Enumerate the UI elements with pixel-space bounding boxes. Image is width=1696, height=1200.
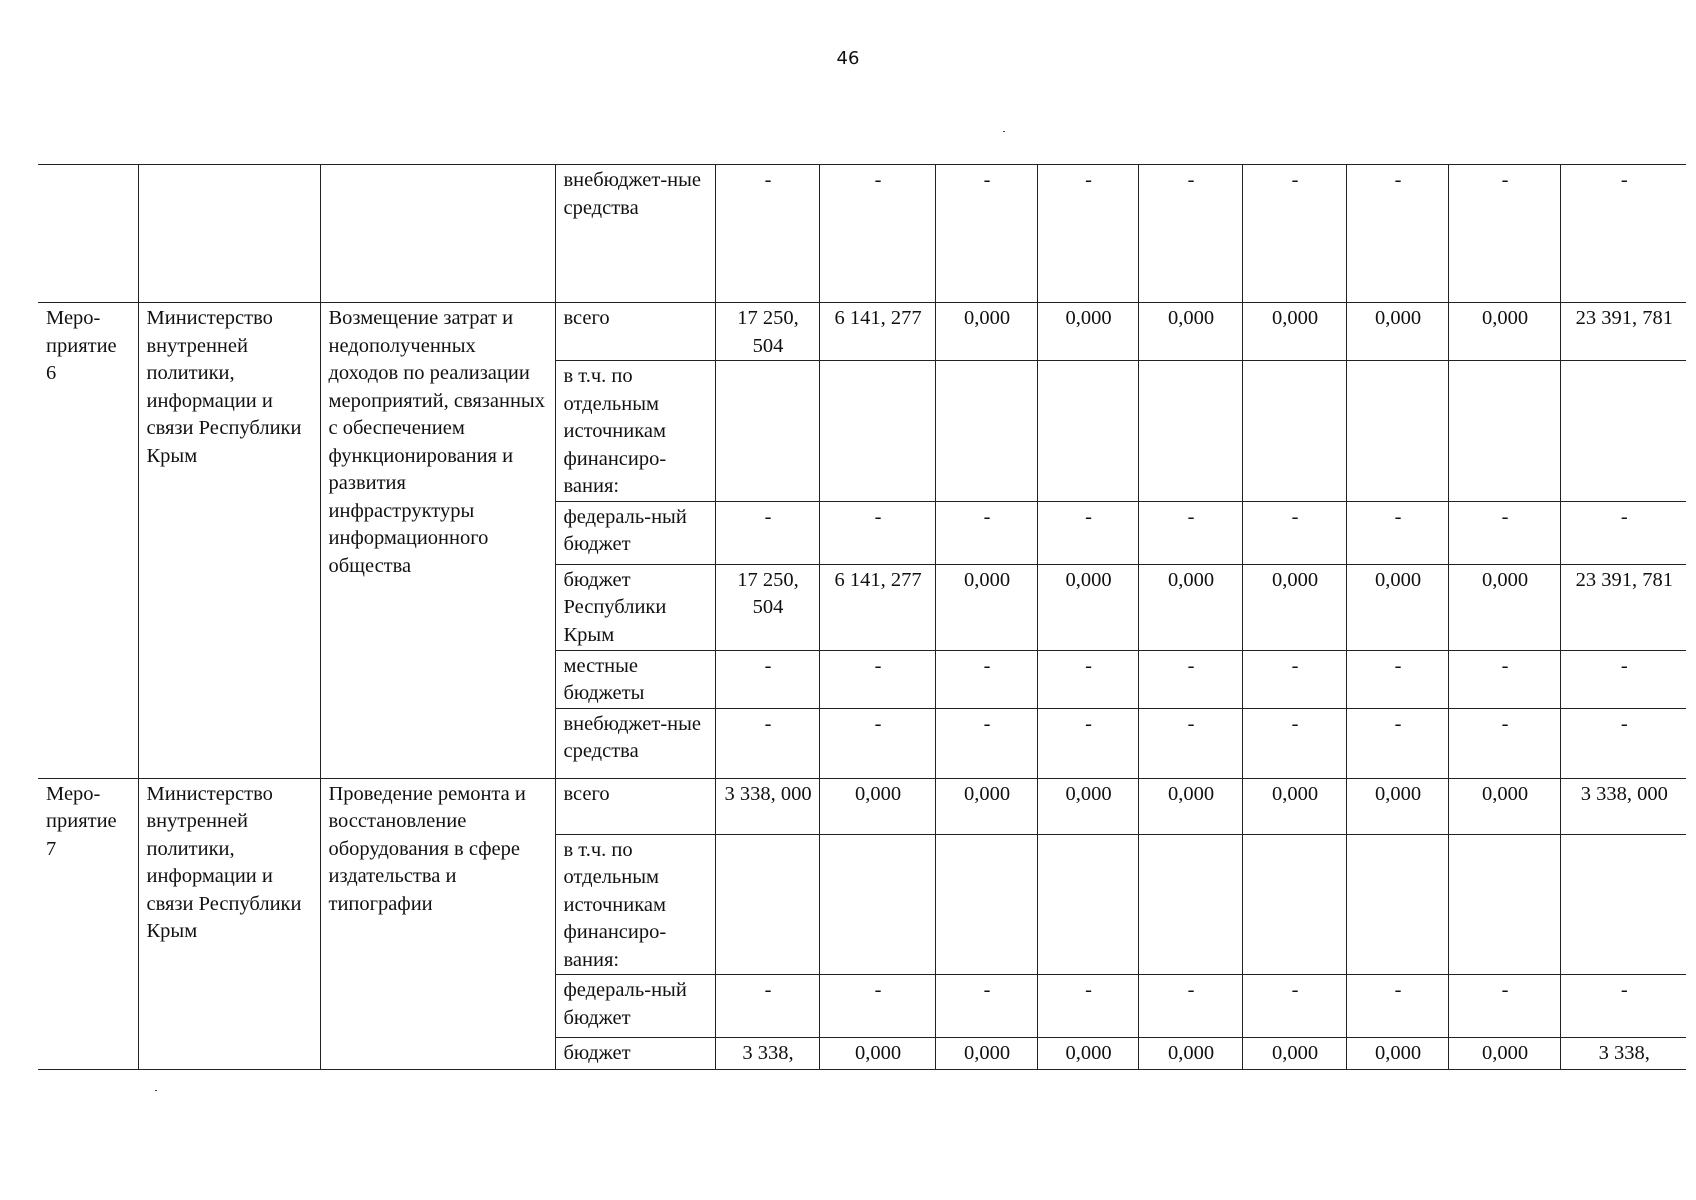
empty-cell	[138, 165, 320, 303]
source-cell: внебюджет-ные средства	[555, 708, 715, 778]
value-cell: -	[1448, 975, 1560, 1038]
value-cell	[715, 834, 819, 975]
value-cell: -	[715, 165, 819, 303]
value-cell	[715, 361, 819, 502]
value-cell: 3 338,	[715, 1038, 819, 1070]
value-cell: 0,000	[1346, 564, 1448, 650]
value-cell: 0,000	[935, 1038, 1037, 1070]
value-cell: -	[1037, 165, 1138, 303]
value-cell: -	[1346, 650, 1448, 708]
value-cell: 0,000	[1037, 1038, 1138, 1070]
value-cell: -	[1560, 975, 1686, 1038]
value-cell: 17 250, 504	[715, 564, 819, 650]
value-cell: -	[935, 165, 1037, 303]
value-cell: -	[1242, 501, 1346, 564]
source-cell: всего	[555, 303, 715, 361]
value-cell: -	[1560, 650, 1686, 708]
value-cell	[935, 834, 1037, 975]
value-cell: -	[715, 975, 819, 1038]
value-cell: 0,000	[819, 1038, 935, 1070]
value-cell: -	[1560, 501, 1686, 564]
source-cell: в т.ч. по отдельным источникам финансиро-вания:	[555, 834, 715, 975]
value-cell: -	[1138, 501, 1242, 564]
value-cell	[1138, 834, 1242, 975]
value-cell: -	[819, 975, 935, 1038]
budget-table	[38, 164, 1686, 1070]
value-cell: -	[1242, 165, 1346, 303]
value-cell: 17 250, 504	[715, 303, 819, 361]
value-cell	[935, 361, 1037, 502]
value-cell	[1448, 834, 1560, 975]
scan-speck	[155, 1090, 157, 1091]
value-cell: 0,000	[1242, 1038, 1346, 1070]
value-cell: -	[1448, 165, 1560, 303]
value-cell: -	[819, 708, 935, 778]
value-cell: -	[1242, 650, 1346, 708]
value-cell: -	[1242, 708, 1346, 778]
value-cell: 0,000	[1448, 778, 1560, 834]
value-cell	[819, 361, 935, 502]
value-cell: -	[1448, 708, 1560, 778]
value-cell: 3 338, 000	[715, 778, 819, 834]
source-cell: федераль-ный бюджет	[555, 501, 715, 564]
value-cell	[1242, 834, 1346, 975]
value-cell: -	[1448, 501, 1560, 564]
table-row	[38, 165, 1686, 303]
value-cell: -	[1346, 165, 1448, 303]
value-cell: -	[935, 975, 1037, 1038]
value-cell	[1560, 834, 1686, 975]
value-cell: 0,000	[819, 778, 935, 834]
value-cell	[1037, 834, 1138, 975]
table-row	[38, 303, 1686, 361]
value-cell: 0,000	[1346, 303, 1448, 361]
value-cell: 0,000	[1138, 1038, 1242, 1070]
source-cell: в т.ч. по отдельным источникам финансиро-вания:	[555, 361, 715, 502]
value-cell: 0,000	[1448, 303, 1560, 361]
value-cell: 0,000	[1037, 303, 1138, 361]
value-cell: -	[1346, 975, 1448, 1038]
value-cell: -	[1138, 650, 1242, 708]
value-cell: 0,000	[1037, 778, 1138, 834]
value-cell: -	[935, 501, 1037, 564]
value-cell: 0,000	[1037, 564, 1138, 650]
value-cell: 0,000	[1242, 303, 1346, 361]
value-cell: 0,000	[1138, 303, 1242, 361]
value-cell	[1346, 361, 1448, 502]
value-cell: 0,000	[1138, 778, 1242, 834]
value-cell: 23 391, 781	[1560, 303, 1686, 361]
value-cell: -	[1346, 501, 1448, 564]
value-cell: -	[935, 650, 1037, 708]
value-cell: -	[715, 501, 819, 564]
source-cell: внебюджет-ные средства	[555, 165, 715, 303]
value-cell: -	[1346, 708, 1448, 778]
value-cell: 0,000	[1138, 564, 1242, 650]
measure-label: Меро-приятие 6	[38, 303, 138, 779]
value-cell: -	[1242, 975, 1346, 1038]
table-row	[38, 778, 1686, 834]
value-cell: 0,000	[935, 564, 1037, 650]
value-cell	[1560, 361, 1686, 502]
value-cell: 0,000	[1242, 564, 1346, 650]
value-cell: -	[1138, 165, 1242, 303]
value-cell: 6 141, 277	[819, 303, 935, 361]
value-cell: 0,000	[935, 778, 1037, 834]
page-number: 46	[836, 48, 860, 69]
value-cell: -	[819, 650, 935, 708]
value-cell: -	[715, 708, 819, 778]
value-cell: 23 391, 781	[1560, 564, 1686, 650]
value-cell: -	[1037, 650, 1138, 708]
value-cell: 0,000	[1448, 1038, 1560, 1070]
value-cell: 0,000	[1448, 564, 1560, 650]
value-cell: -	[1560, 708, 1686, 778]
source-cell: бюджет Республики Крым	[555, 564, 715, 650]
value-cell: -	[819, 501, 935, 564]
value-cell: 3 338,	[1560, 1038, 1686, 1070]
value-cell	[819, 834, 935, 975]
value-cell: -	[819, 165, 935, 303]
value-cell: -	[935, 708, 1037, 778]
value-cell: 3 338, 000	[1560, 778, 1686, 834]
value-cell: 6 141, 277	[819, 564, 935, 650]
value-cell	[1242, 361, 1346, 502]
source-cell: всего	[555, 778, 715, 834]
value-cell	[1448, 361, 1560, 502]
value-cell: -	[1138, 708, 1242, 778]
value-cell	[1138, 361, 1242, 502]
table-body	[38, 165, 1686, 1070]
measure-name: Возмещение затрат и недополученных доходов по реализации мероприятий, связанных с обеспечением функционирования и развития инфраструктуры информационного общества	[320, 303, 555, 779]
value-cell: 0,000	[1242, 778, 1346, 834]
value-cell: -	[1037, 501, 1138, 564]
measure-name: Проведение ремонта и восстановление оборудования в сфере издательства и типографии	[320, 778, 555, 1070]
executor-cell: Министерство внутренней политики, информации и связи Республики Крым	[138, 303, 320, 779]
value-cell	[1346, 834, 1448, 975]
value-cell: -	[1138, 975, 1242, 1038]
value-cell: 0,000	[1346, 778, 1448, 834]
source-cell: бюджет	[555, 1038, 715, 1070]
empty-cell	[320, 165, 555, 303]
scan-speck	[1003, 131, 1005, 132]
source-cell: федераль-ный бюджет	[555, 975, 715, 1038]
value-cell: 0,000	[1346, 1038, 1448, 1070]
measure-label: Меро-приятие 7	[38, 778, 138, 1070]
value-cell: -	[1448, 650, 1560, 708]
value-cell: 0,000	[935, 303, 1037, 361]
executor-cell: Министерство внутренней политики, информации и связи Республики Крым	[138, 778, 320, 1070]
value-cell	[1037, 361, 1138, 502]
value-cell: -	[1560, 165, 1686, 303]
source-cell: местные бюджеты	[555, 650, 715, 708]
value-cell: -	[1037, 975, 1138, 1038]
empty-cell	[38, 165, 138, 303]
value-cell: -	[1037, 708, 1138, 778]
value-cell: -	[715, 650, 819, 708]
